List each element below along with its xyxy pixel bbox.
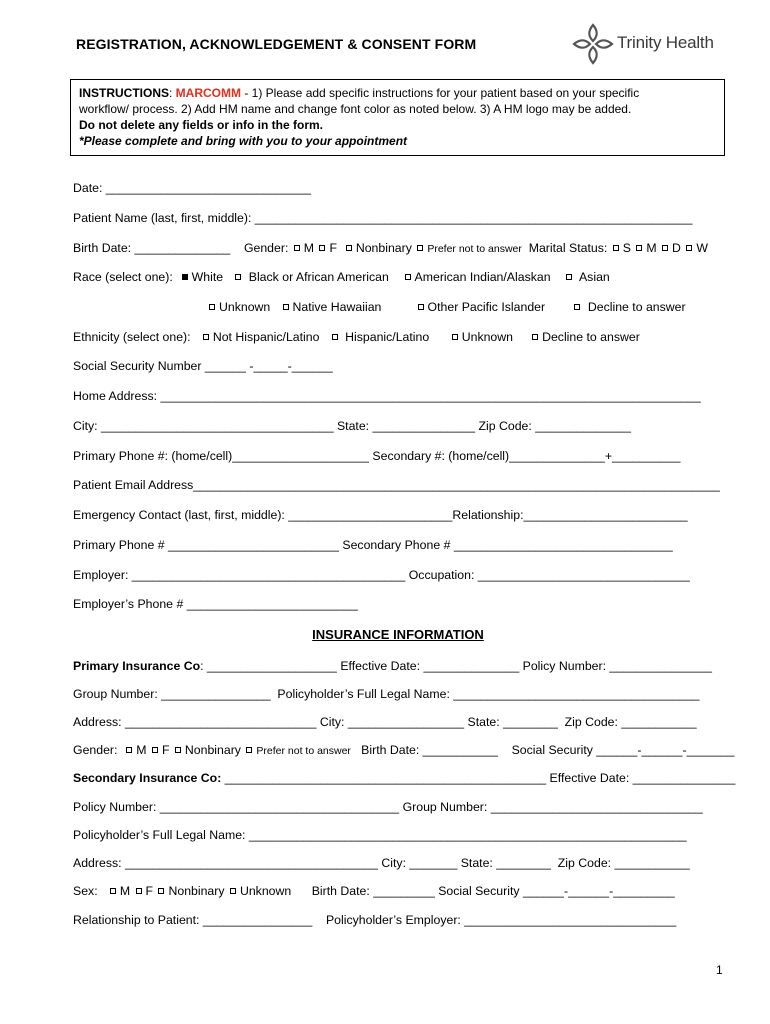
secondary-insurance-label: Secondary Insurance Co: — [73, 771, 222, 785]
relationship-field[interactable]: Relationship to Patient: ________________ Policyholder’s Employer: _______________________________ — [73, 913, 677, 927]
eth-decline-checkbox[interactable] — [532, 334, 538, 340]
marital-w-checkbox[interactable] — [686, 245, 692, 251]
trinity-health-logo — [571, 22, 731, 66]
insurance-gender-row — [73, 743, 734, 758]
race-pacific-checkbox[interactable] — [418, 304, 424, 310]
gender-pnta-label: Prefer not to answer — [427, 243, 522, 255]
marital-d-checkbox[interactable] — [662, 245, 668, 251]
race-black-label: Black or African American — [248, 270, 389, 284]
form-title: REGISTRATION, ACKNOWLEDGEMENT & CONSENT FORM — [76, 36, 477, 52]
policy-group-field[interactable]: Policy Number: ___________________________________ Group Number: _______________________________ — [73, 800, 703, 814]
instructions-text-2: workflow/ process. 2) Add HM name and change font color as noted below. 3) A HM logo may be added. — [79, 102, 632, 116]
sex-m-label: M — [119, 884, 131, 898]
marital-w-label: W — [696, 241, 708, 255]
date-field[interactable]: Date: ______________________________ — [73, 181, 311, 195]
employer-field[interactable]: Employer: ________________________________________ Occupation: _______________________________ — [73, 568, 690, 582]
ins-gender-label: Gender: — [73, 743, 118, 757]
trinity-cross-icon — [571, 22, 615, 66]
ins-gender-f-checkbox[interactable] — [152, 747, 158, 753]
race-white-checkbox[interactable] — [182, 274, 188, 280]
marcomm-label: MARCOMM — [175, 86, 241, 100]
sex-nb-checkbox[interactable] — [158, 888, 164, 894]
ins-gender-pnta-label: Prefer not to answer — [256, 745, 351, 757]
gender-f-checkbox[interactable] — [319, 245, 325, 251]
email-field[interactable]: Patient Email Address_____________________________________________________________________________ — [73, 478, 720, 492]
birth-gender-marital-row — [73, 241, 708, 256]
eth-unknown-label: Unknown — [461, 330, 513, 344]
instructions-sep: : — [169, 86, 176, 100]
emergency-phone-field[interactable]: Primary Phone # _________________________ Secondary Phone # ________________________________ — [73, 538, 673, 552]
insurance-address-field[interactable]: Address: ____________________________ City: _________________ State: ________ Zip Code: ___________ — [73, 715, 697, 729]
eth-not-checkbox[interactable] — [203, 334, 209, 340]
instructions-text-1: - 1) Please add specific instructions for your patient based on your specific — [241, 86, 640, 100]
race-decline-label: Decline to answer — [587, 300, 686, 314]
marital-s-checkbox[interactable] — [613, 245, 619, 251]
race-decline-checkbox[interactable] — [574, 304, 580, 310]
logo-text: Trinity Health — [617, 33, 714, 52]
eth-not-label: Not Hispanic/Latino — [212, 330, 320, 344]
ins-birth-ssn-fields[interactable]: Birth Date: ___________ Social Security ______-______-_______ — [361, 743, 735, 757]
ins-gender-f-label: F — [161, 743, 170, 757]
marital-s-label: S — [622, 241, 631, 255]
ins-gender-pnta-checkbox[interactable] — [246, 747, 252, 753]
eth-decline-label: Decline to answer — [542, 330, 640, 344]
ethnicity-row — [73, 330, 640, 344]
marital-d-label: D — [672, 241, 681, 255]
eth-hisp-checkbox[interactable] — [332, 334, 338, 340]
page-number: 1 — [716, 963, 723, 977]
race-hawaiian-checkbox[interactable] — [283, 304, 289, 310]
sex-label: Sex: — [73, 884, 98, 898]
eth-hisp-label: Hispanic/Latino — [345, 330, 430, 344]
patient-name-field[interactable]: Patient Name (last, first, middle): ________________________________________________________________ — [73, 211, 693, 225]
race-white-label: White — [191, 270, 224, 284]
ins-gender-m-checkbox[interactable] — [126, 747, 132, 753]
marital-m-checkbox[interactable] — [636, 245, 642, 251]
race-row-2 — [207, 300, 686, 314]
gender-f-label: F — [329, 241, 337, 255]
gender-nb-checkbox[interactable] — [346, 245, 352, 251]
ins-gender-nb-checkbox[interactable] — [175, 747, 181, 753]
primary-insurance-row — [73, 659, 712, 673]
secondary-insurance-fields[interactable]: _______________________________________________ Effective Date: _______________ — [221, 771, 736, 785]
primary-insurance-fields[interactable]: : ___________________ Effective Date: ______________ Policy Number: _______________ — [200, 659, 713, 673]
race-asian-label: Asian — [578, 270, 610, 284]
race-label: Race (select one): — [73, 270, 173, 284]
secondary-insurance-row — [73, 771, 735, 785]
sex-unknown-checkbox[interactable] — [230, 888, 236, 894]
gender-nb-label: Nonbinary — [355, 241, 412, 255]
ins-gender-nb-label: Nonbinary — [184, 743, 241, 757]
birth-date-field[interactable]: Birth Date: ______________ — [73, 241, 231, 255]
race-black-checkbox[interactable] — [235, 274, 241, 280]
gender-m-checkbox[interactable] — [294, 245, 300, 251]
instructions-label: INSTRUCTIONS — [79, 86, 169, 100]
marital-m-label: M — [646, 241, 657, 255]
race-amind-checkbox[interactable] — [405, 274, 411, 280]
instructions-bold-1: Do not delete any fields or info in the form. — [79, 118, 324, 132]
gender-label: Gender: — [243, 241, 289, 255]
race-unknown-label: Unknown — [219, 300, 271, 314]
instructions-bold-2: *Please complete and bring with you to your appointment — [79, 134, 408, 148]
race-unknown-checkbox[interactable] — [209, 304, 215, 310]
instructions-box — [70, 79, 725, 156]
ins-gender-m-label: M — [136, 743, 147, 757]
insurance-section-title: INSURANCE INFORMATION — [312, 627, 484, 642]
instructions-line-1 — [79, 85, 716, 101]
sex-birth-ssn-fields[interactable]: Birth Date: _________ Social Security ______-______-_________ — [311, 884, 675, 898]
race-hawaiian-label: Native Hawaiian — [292, 300, 382, 314]
race-amind-label: American Indian/Alaskan — [414, 270, 551, 284]
emergency-contact-field[interactable]: Emergency Contact (last, first, middle): ________________________Relationship:________________________ — [73, 508, 688, 522]
race-pacific-label: Other Pacific Islander — [427, 300, 546, 314]
policyholder-name-field[interactable]: Policyholder’s Full Legal Name: ________________________________________________________________ — [73, 828, 687, 842]
eth-unknown-checkbox[interactable] — [452, 334, 458, 340]
ethnicity-label: Ethnicity (select one): — [73, 330, 191, 344]
home-address-field[interactable]: Home Address: _______________________________________________________________________________ — [73, 389, 701, 403]
primary-insurance-label: Primary Insurance Co — [73, 659, 201, 673]
sex-nb-label: Nonbinary — [168, 884, 225, 898]
sex-m-checkbox[interactable] — [110, 888, 116, 894]
group-number-field[interactable]: Group Number: ________________ Policyholder’s Full Legal Name: ____________________________________ — [73, 687, 700, 701]
primary-phone-field[interactable]: Primary Phone #: (home/cell)____________________ Secondary #: (home/cell)______________+__________ — [73, 449, 681, 463]
sex-f-checkbox[interactable] — [136, 888, 142, 894]
race-asian-checkbox[interactable] — [566, 274, 572, 280]
race-row-1 — [73, 270, 610, 284]
ssn-field[interactable]: Social Security Number ______ -_____-______ — [73, 359, 333, 373]
marital-label: Marital Status: — [528, 241, 608, 255]
sex-unknown-label: Unknown — [239, 884, 292, 898]
secondary-address-field[interactable]: Address: _____________________________________ City: _______ State: ________ Zip Code: ___________ — [73, 856, 690, 870]
sex-f-label: F — [145, 884, 154, 898]
city-state-zip-field[interactable]: City: __________________________________ State: _______________ Zip Code: ______________ — [73, 419, 631, 433]
employer-phone-field[interactable]: Employer’s Phone # _________________________ — [73, 597, 358, 611]
gender-pnta-checkbox[interactable] — [417, 245, 423, 251]
gender-m-label: M — [303, 241, 315, 255]
sex-row — [73, 884, 675, 898]
